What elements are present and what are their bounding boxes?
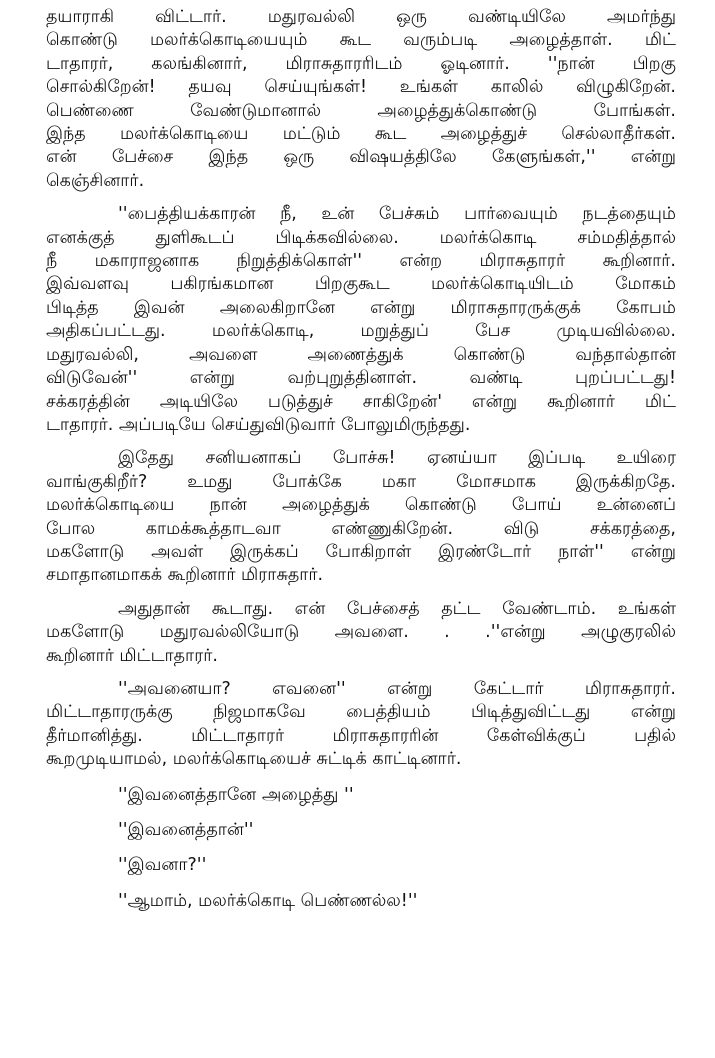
text-line: வாங்குகிறீர்? உமது போக்கே மகா மோசமாக இருக்கிறதே. [46,471,676,492]
text-line: பெண்ணை வேண்டுமானால் அழைத்துக்கொண்டு போங்கள். [46,100,676,121]
text-line: இந்த மலர்க்கொடியை மட்டும் கூட அழைத்துச் செல்லாதீர்கள். [46,124,676,145]
text-line: நீ மகாராஜனாக நிறுத்திக்கொள்'' என்ற மிராசுதாரர் கூறினார். [46,251,676,272]
paragraph-2 [46,203,676,437]
paragraph-3 [46,447,676,587]
dialogue-line: ''ஆமாம், மலர்க்கொடி பெண்ணல்ல!'' [118,890,418,911]
text-line: எனக்குத் துளிகூடப் பிடிக்கவில்லை. மலர்க்கொடி சம்மதித்தால் [46,227,676,248]
text-line: மதுரவல்லி, அவளை அணைத்துக் கொண்டு வந்தால்தான் [46,344,676,365]
dialogue-block [46,784,676,914]
dialogue-line: ''இவனைத்தான்'' [118,820,254,840]
text-line: தீர்மானித்து. மிட்டாதாரர் மிராசுதாரரின் கேள்விக்குப் பதில் [46,725,676,746]
dialogue-line: ''இவனா?'' [118,855,207,876]
text-line: டாதாரர். அப்படியே செய்துவிடுவார் போலுமிருந்தது. [46,414,471,435]
text-line: கூறமுடியாமல், மலர்க்கொடியைச் சுட்டிக் காட்டினார். [46,749,462,770]
text-line: மலர்க்கொடியை நான் அழைத்துக் கொண்டு போய் உன்னைப் [46,495,676,516]
text-line: சமாதானமாகக் கூறினார் மிராசுதார். [46,565,324,586]
dialogue-line: ''இவனைத்தானே அழைத்து '' [118,784,354,805]
text-line: இவ்வளவு பகிரங்கமான பிறகுகூட மலர்க்கொடியிடம் மோகம் [46,274,676,295]
text-line: டாதாரர், கலங்கினார், மிராசுதாரரிடம் ஓடினார். ''நான் பிறகு [46,53,676,74]
text-line: அதிகப்பட்டது. மலர்க்கொடி, மறுத்துப் பேச முடியவில்லை. [46,321,676,342]
document-page [46,6,676,913]
text-line: என் பேச்சை இந்த ஒரு விஷயத்திலே கேளுங்கள்,'' என்று [46,147,676,168]
text-line: தயாராகி விட்டார். மதுரவல்லி ஒரு வண்டியிலே அமர்ந்து [46,7,676,27]
text-line: ''அவனையா? எவனை'' என்று கேட்டார் மிராசுதாரர். [118,678,676,699]
paragraph-1 [46,6,676,193]
text-line: போல காமக்கூத்தாடவா எண்ணுகிறேன். விடு சக்கரத்தை, [46,518,676,539]
text-line: மிட்டாதாரருக்கு நிஜமாகவே பைத்தியம் பிடித்துவிட்டது என்று [46,702,676,723]
text-line: கொண்டு மலர்க்கொடியையும் கூட வரும்படி அழைத்தாள். மிட் [46,30,676,51]
text-line: விடுவேன்'' என்று வற்புறுத்தினாள். வண்டி புறப்பட்டது! [46,368,676,389]
text-line: மகளோடு அவள் இருக்கப் போகிறாள் இரண்டோர் நாள்'' என்று [46,541,676,562]
text-line: பிடித்த இவன் அலைகிறானே என்று மிராசுதாரருக்குக் கோபம் [46,297,676,318]
text-line: ''பைத்தியக்காரன் நீ, உன் பேச்சும் பார்வையும் நடத்தையும் [118,204,676,225]
paragraph-5 [46,678,676,772]
text-line: சக்கரத்தின் அடியிலே படுத்துச் சாகிறேன்' என்று கூறினார் மிட் [46,391,676,412]
text-line: இதேது சனியனாகப் போச்சு! ஏனய்யா இப்படி உயிரை [118,448,676,469]
text-line: கூறினார் மிட்டாதாரர். [46,645,218,666]
text-line: மகளோடு மதுரவல்லியோடு அவளை. . .''என்று அழுகுரலில் [46,622,676,643]
paragraph-4 [46,598,676,668]
text-line: கெஞ்சினார். [46,170,145,191]
text-line: சொல்கிறேன்! தயவு செய்யுங்கள்! உங்கள் காலில் விழுகிறேன். [46,77,676,98]
text-line: அதுதான் கூடாது. என் பேச்சைத் தட்ட வேண்டாம். உங்கள் [118,598,676,619]
